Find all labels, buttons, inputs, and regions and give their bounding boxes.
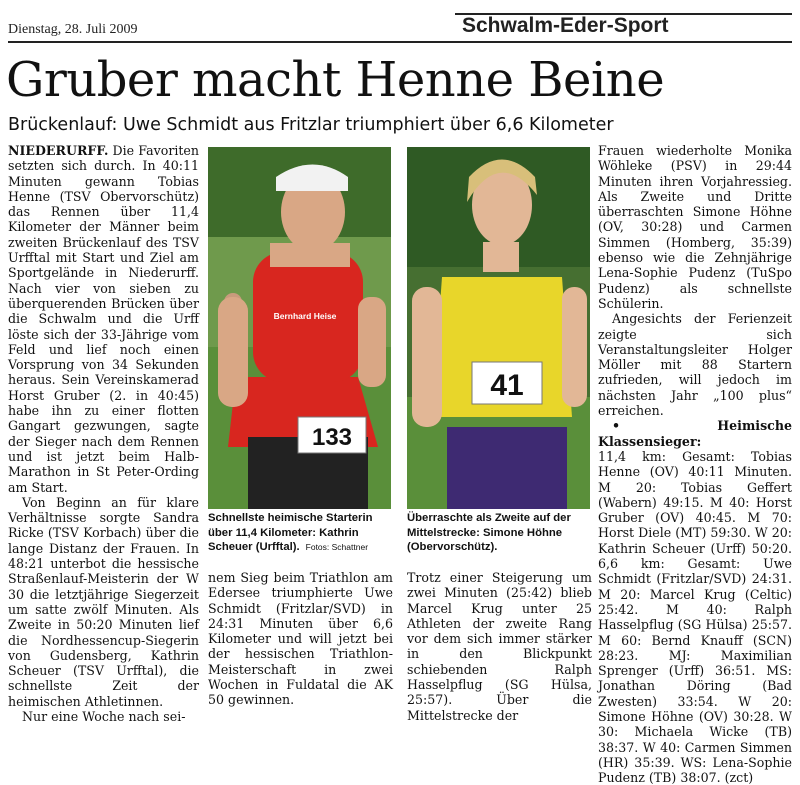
col1-paragraph-1: Die Favoriten setzten sich durch. In 40:11 Minuten gewann Tobias Henne (TSV Obervorschütz) das Rennen über 11,4 Kilometer der Männer beim zweiten Brückenlauf des TSV Urfftal mit Start und Ziel am Sportgelände in Niederurff. Nach vier von sieben zu überquerenden Brücken über die Schwalm und die Urff löste sich der 33-Jährige vom Feld und lief noch einen Vorsprung von 34 Sekunden heraus. Sein Vereinskamerad Horst Gruber (2. in 40:45) habe ihn zu einer flotten Gangart gezwungen, sagte der Sieger nach dem Rennen und ist jetzt beim Halb-Marathon in St Peter-Ording am Start. [8,143,199,495]
col3-text: Trotz einer Steigerung um zwei Minuten (25:42) blieb Marcel Krug unter 25 Athleten der zweite Rang vor dem sich immer stärker in den Blickpunkt schiebenden Ralph Hasselpflug (SG Hülsa, 25:57). Über die Mittelstrecke der [407,570,592,723]
shirt-sponsor-text: Bernhard Heise [273,311,337,321]
photo-1-caption [208,511,393,555]
bib-number-41: 41 [490,369,524,402]
photo-2-caption: Überraschte als Zweite auf der Mittelstrecke: Simone Höhne (Obervorschütz). [407,512,571,553]
photo-runner-red-shirt [208,147,391,509]
col1-paragraph-3: Nur eine Woche nach sei- [22,708,186,724]
results-heading: • Heimische Klassensieger: [598,418,792,448]
issue-date: Dienstag, 28. Juli 2009 [8,22,138,37]
photo-1-caption-text: Schnellste heimische Starterin über 11,4 Kilometer: Kathrin Scheuer (Urfftal). [208,512,373,553]
photo-runner-yellow-shirt [407,147,590,509]
column-3 [407,570,592,723]
bib-number-133: 133 [311,424,353,451]
photo-2-image [407,147,590,509]
col4-paragraph-2: Angesichts der Ferienzeit zeigte sich Veranstaltungsleiter Holger Möller mit 88 Startern zufrieden, will jedoch im nächsten Jahr „100 plus“ erreichen. [598,311,792,419]
col4-paragraph-1: Frauen wiederholte Monika Wöhleke (PSV) in 29:44 Minuten ihren Vorjahressieg. Als Zweite und Dritte überraschten Simone Höhne (OV, 30:28) und Carmen Simmen (Homberg, 35:39) ebenso wie die Zehnjährige Lena-Sophie Pudenz (TuSpo Pudenz) als schnellste Schülerin. [598,143,792,311]
header-rule [8,41,792,43]
col1-paragraph-2: Von Beginn an für klare Verhältnisse sorgte Sandra Ricke (TSV Korbach) über die lange Distanz der Frauen. In 48:21 unterbot die hessische Straßenlauf-Meisterin der W 30 die letztjährige Siegerzeit um satte zwölf Minuten. Als Zweite in 50:20 Minuten lief die Nordhessencup-Siegerin von Gudensberg, Kathrin Scheuer (TSV Urfftal), die schnellste Zeit der heimischen Athletinnen. [8,494,199,709]
col2-text: nem Sieg beim Triathlon am Edersee triumphierte Uwe Schmidt (Fritzlar/SVD) in 24:31 Minuten über 6,6 Kilometer und will jetzt bei der hessischen Triathlon-Meisterschaft in zwei Wochen in Fuldatal die AK 50 gewinnen. [208,570,393,708]
photo-credit: Fotos: Schattner [305,542,369,552]
column-2 [208,570,393,708]
headline: Gruber macht Henne Beine [6,52,665,108]
results-text: 11,4 km: Gesamt: Tobias Henne (OV) 40:11 Minuten. M 20: Tobias Geffert (Wabern) 49:15. M 40: Horst Gruber (OV) 40:45. M 70: Horst Diele (MT) 59:30. W 20: Kathrin Scheuer (Urff) 50:20. 6,6 km: Gesamt: Uwe Schmidt (Fritzlar/SVD) 24:31. M 20: Marcel Krug (Celtic) 25:42. M 40: Ralph Hasselpflug (SG Hülsa) 25:57. M 60: Bernd Knauff (SCN) 28:23. MJ: Maximilian Sprenger (Urff) 36:51. MS: Jonathan Döring (Bad Zwesten) 33:54. W 20: Simone Höhne (OV) 30:28. W 30: Michaela Wicke (TB) 38:37. W 40: Carmen Simmen (HR) 35:39. WS: Lena-Sophie Pudenz (TB) 38:07. (zct) [598,448,792,785]
dateline: NIEDERURFF. [8,143,109,158]
column-1 [8,143,199,724]
section-title: Schwalm-Eder-Sport [462,14,669,37]
subheadline: Brückenlauf: Uwe Schmidt aus Fritzlar triumphiert über 6,6 Kilometer [8,115,614,135]
column-4 [598,143,792,785]
photo-1-image [208,147,391,509]
